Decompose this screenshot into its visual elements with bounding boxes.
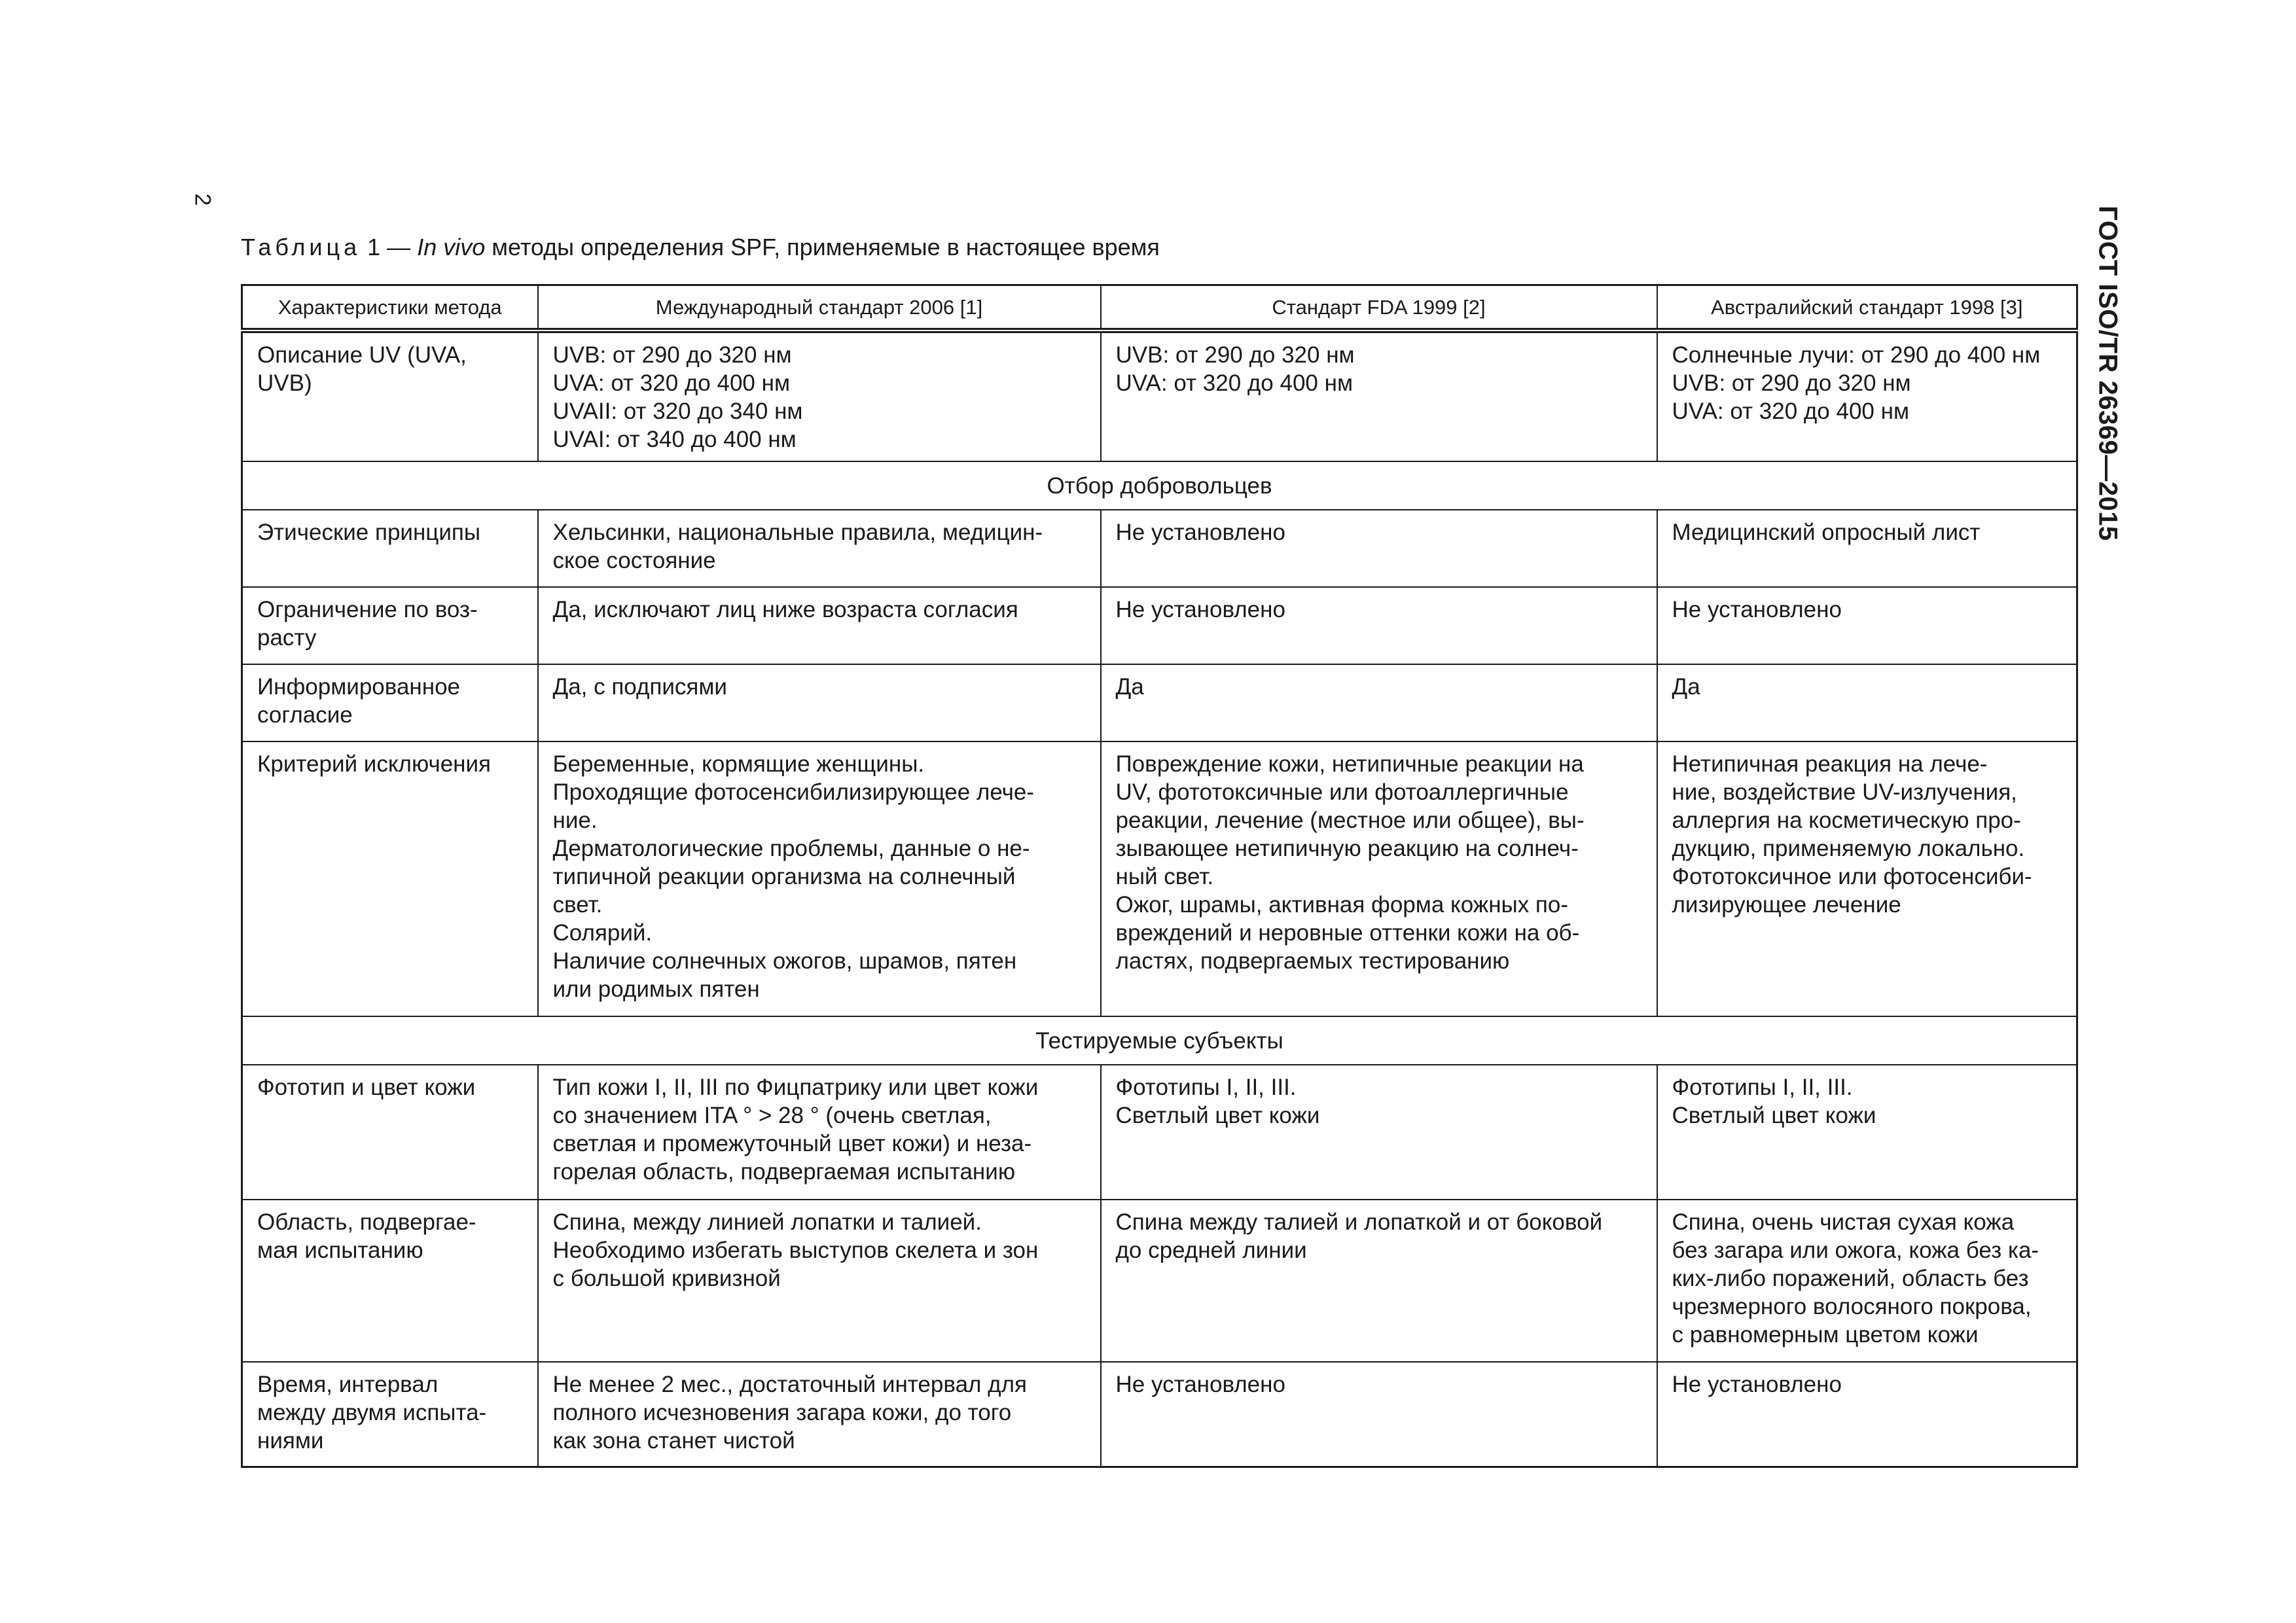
table-cell: Информированное согласие [242,664,538,741]
document-code-vertical [2078,196,2137,550]
table-cell: Область, подвергае- мая испытанию [242,1200,538,1362]
table-cell: Не установлено [1101,510,1657,587]
header-cell: Характеристики метода [242,285,538,331]
table-row [242,664,2077,741]
table-cell: Фототип и цвет кожи [242,1065,538,1200]
section-header: Тестируемые субъекты [242,1016,2077,1065]
table-cell: Фототипы I, II, III. Светлый цвет кожи [1101,1065,1657,1200]
spf-methods-table [241,284,2078,1468]
table-row [242,587,2077,664]
header-cell: Международный стандарт 2006 [1] [538,285,1101,331]
table-cell: Медицинский опросный лист [1657,510,2077,587]
document-code-text: ГОСТ ISO/TR 26369—2015 [2093,205,2123,541]
table-cell: Не установлено [1657,587,2077,664]
table-cell: Не установлено [1657,1362,2077,1467]
table-cell: Не установлено [1101,1362,1657,1467]
section-row [242,461,2077,510]
table-cell: Беременные, кормящие женщины. Проходящие фотосенсибилизирующее лече- ние. Дерматологические проблемы, данные о не- типичной реакции организма на солнечный свет. Солярий. Наличие солнечных ожогов, шрамов, пятен или родимых пятен [538,741,1101,1016]
table-cell: UVB: от 290 до 320 нм UVA: от 320 до 400 нм UVAII: от 320 до 340 нм UVAI: от 340 до 400 нм [538,330,1101,461]
table-cell: Ограничение по воз- расту [242,587,538,664]
table-cell: Критерий исключения [242,741,538,1016]
table-cell: Спина, между линией лопатки и талией. Необходимо избегать выступов скелета и зон с большой кривизной [538,1200,1101,1362]
table-cell: Спина, очень чистая сухая кожа без загара или ожога, кожа без ка- ких-либо поражений, область без чрезмерного волосяного покрова, с равномерным цветом кожи [1657,1200,2077,1362]
table-cell: Нетипичная реакция на лече- ние, воздействие UV-излучения, аллергия на косметическую про- дукцию, применяемую локально. Фототоксичное или фотосенсиби- лизирующее лечение [1657,741,2077,1016]
table-cell: Солнечные лучи: от 290 до 400 нм UVB: от 290 до 320 нм UVA: от 320 до 400 нм [1657,330,2077,461]
table-cell: Спина между талией и лопаткой и от боковой до средней линии [1101,1200,1657,1362]
table-cell: Да, с подписями [538,664,1101,741]
table-cell: Этические принципы [242,510,538,587]
section-header: Отбор добровольцев [242,461,2077,510]
table-row [242,330,2077,461]
header-cell: Австралийский стандарт 1998 [3] [1657,285,2077,331]
table-cell: Не менее 2 мес., достаточный интервал для полного исчезновения загара кожи, до того как зона станет чистой [538,1362,1101,1467]
caption-label: Таблица [241,234,361,260]
table-header-row [242,285,2077,331]
caption-text: методы определения SPF, применяемые в настоящее время [485,234,1160,260]
table-cell: Время, интервал между двумя испыта- ниями [242,1362,538,1467]
table-cell: Хельсинки, национальные правила, медицин- ское состояние [538,510,1101,587]
header-cell: Стандарт FDA 1999 [2] [1101,285,1657,331]
table-cell: Да [1657,664,2077,741]
table-row [242,510,2077,587]
table-row [242,741,2077,1016]
table-caption [241,234,1160,261]
table-cell: Не установлено [1101,587,1657,664]
caption-number: 1 — [361,234,418,260]
section-row [242,1016,2077,1065]
table-row [242,1065,2077,1200]
table-cell: Да, исключают лиц ниже возраста согласия [538,587,1101,664]
caption-italic: In vivo [417,234,486,260]
page-number: 2 [190,193,215,206]
table-row [242,1200,2077,1362]
table-row [242,1362,2077,1467]
table-cell: UVB: от 290 до 320 нм UVA: от 320 до 400 нм [1101,330,1657,461]
table-cell: Тип кожи I, II, III по Фицпатрику или цвет кожи со значением ITA ° > 28 ° (очень светлая, светлая и промежуточный цвет кожи) и неза- горелая область, подвергаемая испытанию [538,1065,1101,1200]
table-cell: Описание UV (UVA, UVB) [242,330,538,461]
table-cell: Фототипы I, II, III. Светлый цвет кожи [1657,1065,2077,1200]
table-cell: Повреждение кожи, нетипичные реакции на UV, фототоксичные или фотоаллергичные реакции, лечение (местное или общее), вы- зывающее нетипичную реакцию на солнеч- ный свет. Ожог, шрамы, активная форма кожных по- вреждений и неровные оттенки кожи на об- ластях, подвергаемых тестированию [1101,741,1657,1016]
table-cell: Да [1101,664,1657,741]
